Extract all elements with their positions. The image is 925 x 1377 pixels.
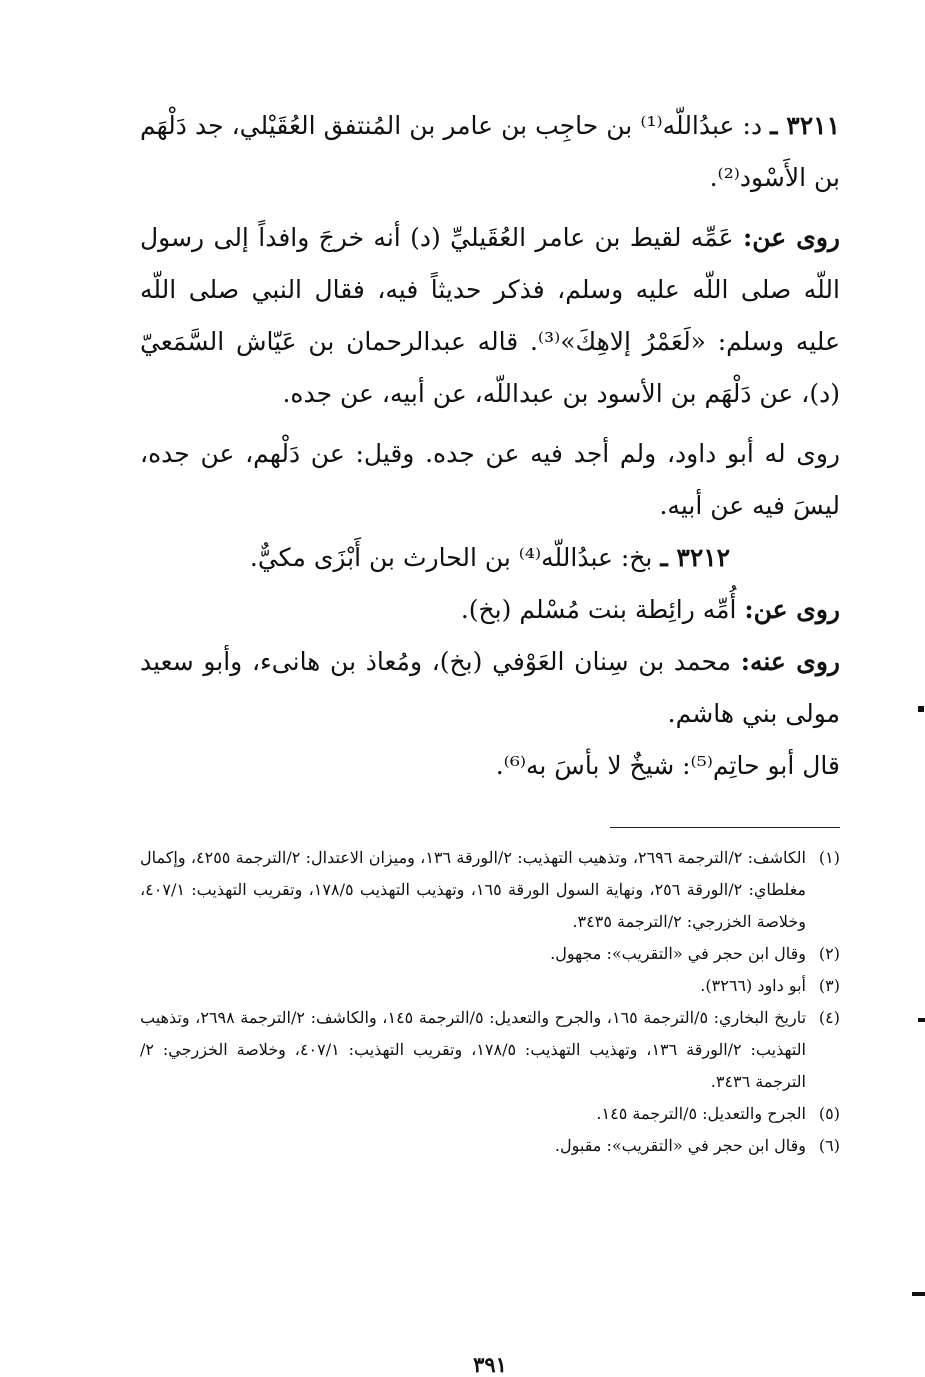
book-symbol: بخ: — [620, 543, 653, 572]
book-symbol: د: — [742, 111, 763, 140]
footnote-4 — [140, 1002, 840, 1098]
entry-3212-narrated-by — [140, 636, 840, 740]
narrated-by-label: روى عنه: — [740, 647, 840, 676]
footnote-3 — [140, 970, 840, 1002]
narrated-from-text: أُمِّه رائِطة بنت مُسْلم (بخ). — [460, 595, 737, 624]
entry-3212-heading — [140, 532, 840, 584]
footnote-number: (١) — [818, 848, 840, 867]
footnote-6 — [140, 1130, 840, 1162]
footnote-text: وقال ابن حجر في «التقريب»: مقبول. — [554, 1136, 806, 1155]
entry-3211-comment: روى له أبو داود، ولم أجد فيه عن جده. وقيل: عن دَلْهم، عن جده، ليسَ فيه عن أبيه. — [140, 439, 840, 520]
entry-3211-heading — [140, 100, 840, 204]
footnote-number: (٢) — [818, 944, 840, 963]
footnote-text: الجرح والتعديل: ٥/الترجمة ١٤٥. — [596, 1104, 806, 1123]
footnote-text: أبو داود (٣٢٦٦). — [700, 976, 806, 995]
scan-mark — [918, 1018, 925, 1022]
footnote-number: (٦) — [818, 1136, 840, 1155]
scan-mark — [912, 1292, 925, 1296]
page-number: ٣٩١ — [473, 1352, 507, 1377]
narrated-by-text: محمد بن سِنان العَوْفي (بخ)، ومُعاذ بن هانىء، وأبو سعيد مولى بني هاشم. — [140, 647, 840, 728]
entry-number: ٣٢١٢ ـ — [660, 543, 731, 572]
book-page — [140, 100, 841, 1377]
footnote-text: الكاشف: ٢/الترجمة ٢٦٩٦، وتذهيب التهذيب: ٢/الورقة ١٣٦، وميزان الاعتدال: ٢/الترجمة ٤٢٥٥، وإكمال مغلطاي: ٢/الورقة ٢٥٦، ونهاية السول الورقة ١٦٥، وتهذيب التهذيب ١٧٨/٥، وتقريب التهذيب: ٤٠٧/١، وخلاصة الخزرجي: ٢/الترجمة ٣٤٣٥. — [140, 848, 807, 931]
entry-3211-narrated-from — [140, 212, 840, 420]
footnotes — [140, 842, 840, 1162]
footnote-text: تاريخ البخاري: ٥/الترجمة ١٦٥، والجرح والتعديل: ٥/الترجمة ١٤٥، والكاشف: ٢/الترجمة ٢٦٩٨، وتذهيب التهذيب: ٢/الورقة ١٣٦، وتهذيب التهذيب: ١٧٨/٥، وتقريب التهذيب: ٤٠٧/١، وخلاصة الخزرجي: ٢/الترجمة ٣٤٣٦. — [140, 1008, 807, 1091]
entry-3212-grading: قال أبو حاتِم⁽⁵⁾: شيخٌ لا بأسَ به⁽⁶⁾. — [495, 751, 840, 780]
footnote-5 — [140, 1098, 840, 1130]
footnote-number: (٣) — [818, 976, 840, 995]
footnote-divider — [610, 827, 840, 828]
footnote-text: وقال ابن حجر في «التقريب»: مجهول. — [550, 944, 806, 963]
entry-name: عبدُاللّه⁽⁴⁾ بن الحارث بن أَبْزَى مكيٌّ. — [249, 543, 613, 572]
footnote-2 — [140, 938, 840, 970]
entry-3212-narrated-from — [140, 584, 840, 636]
scan-mark — [918, 706, 924, 712]
footnote-1 — [140, 842, 840, 938]
narrated-from-label: روى عن: — [744, 595, 840, 624]
narrated-from-text: عَمِّه لقيط بن عامر العُقَيليِّ (د) أنه خرجَ وافداً إلى رسول اللّه صلى اللّه عليه وسلم، فذكر حديثاً فيه، فقال النبي صلى اللّه عليه وسلم: «لَعَمْرُ إلاهِكَ»⁽³⁾. قاله عبدالرحمان بن عَيّاش السَّمَعيّ (د)، عن دَلْهَم بن الأسود بن عبداللّه، عن أبيه، عن جده. — [140, 223, 840, 408]
entry-number: ٣٢١١ ـ — [770, 111, 841, 140]
main-text — [140, 100, 840, 792]
footnote-number: (٤) — [818, 1008, 840, 1027]
entry-name: عبدُاللّه⁽¹⁾ بن حاجِب بن عامر بن المُنتفق العُقَيْلي، جد دَلْهَم بن الأَسْود⁽²⁾. — [140, 111, 840, 192]
narrated-from-label: روى عن: — [742, 223, 841, 252]
footnote-number: (٥) — [818, 1104, 840, 1123]
